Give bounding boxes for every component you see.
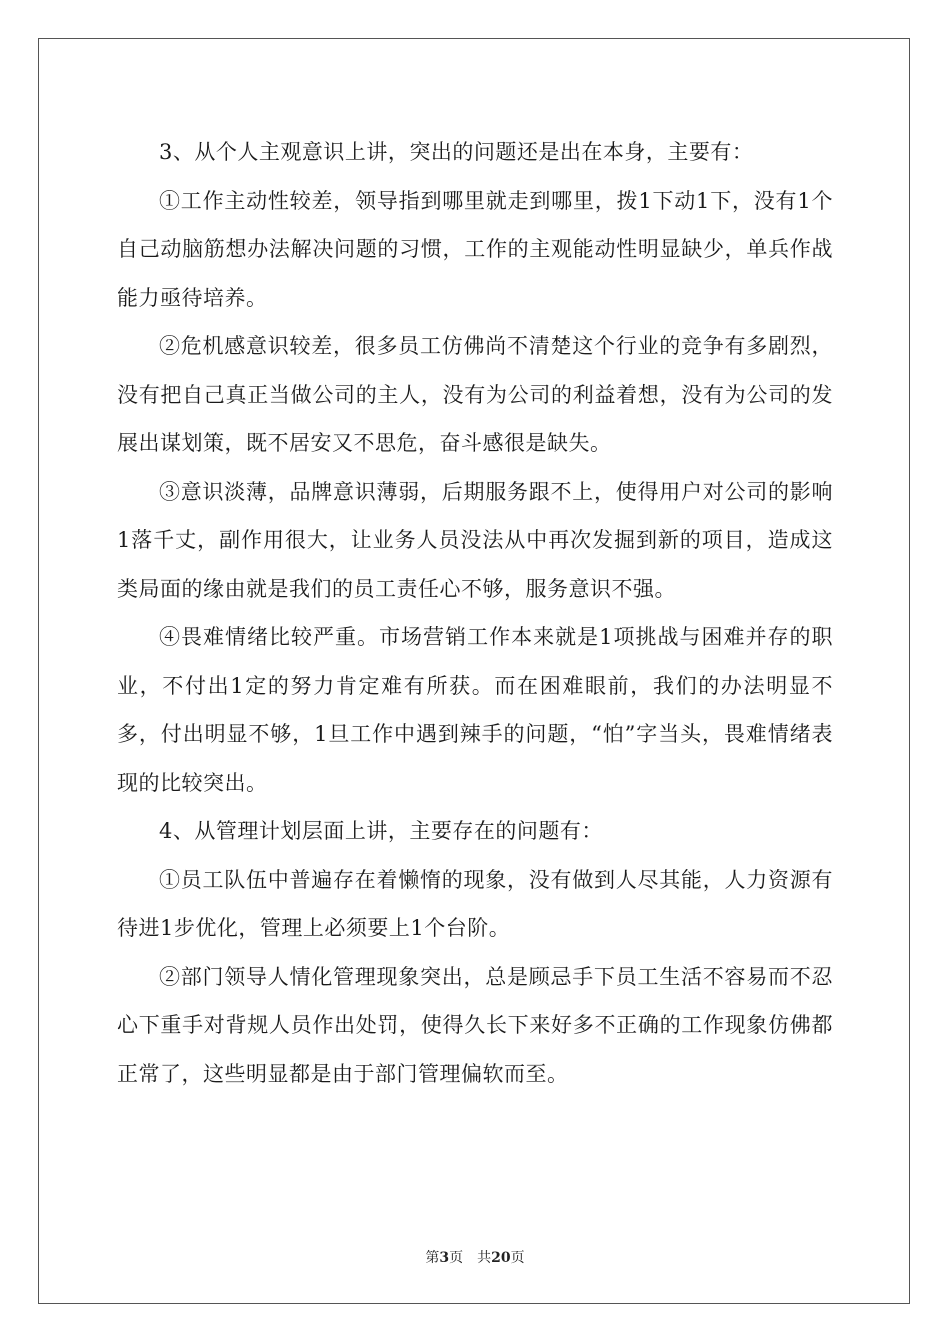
paragraph-6: 4、从管理计划层面上讲，主要存在的问题有： <box>159 819 603 843</box>
paragraph-7: ①员工队伍中普遍存在着懒惰的现象，没有做到人尽其能，人力资源有待进1步优化，管理上必须要上1个台阶。 <box>117 867 833 940</box>
paragraph-1: 3、从个人主观意识上讲，突出的问题还是出在本身，主要有： <box>159 140 754 164</box>
page-suffix: 页 <box>449 1250 464 1266</box>
total-suffix: 页 <box>510 1250 525 1266</box>
paragraph-4: ③意识淡薄，品牌意识薄弱，后期服务跟不上，使得用户对公司的影响1落千丈，副作用很大，让业务人员没法从中再次发掘到新的项目，造成这类局面的缘由就是我们的员工责任心不够，服务意识不强。 <box>117 479 833 601</box>
page-footer <box>0 1247 950 1267</box>
paragraph-3: ②危机感意识较差，很多员工仿佛尚不清楚这个行业的竞争有多剧烈，没有把自己真正当做公司的主人，没有为公司的利益着想，没有为公司的发展出谋划策，既不居安又不思危，奋斗感很是缺失。 <box>117 334 833 455</box>
paragraph-2: ①工作主动性较差，领导指到哪里就走到哪里，拨1下动1下，没有1个自己动脑筋想办法解决问题的习惯，工作的主观能动性明显缺少，单兵作战能力亟待培养。 <box>117 188 833 310</box>
total-prefix: 共 <box>477 1250 492 1266</box>
page-total: 20 <box>491 1250 511 1266</box>
page-prefix: 第 <box>425 1250 440 1266</box>
document-body <box>117 128 833 1098</box>
page-current: 3 <box>439 1250 450 1266</box>
paragraph-8: ②部门领导人情化管理现象突出，总是顾忌手下员工生活不容易而不忍心下重手对背规人员作出处罚，使得久长下来好多不正确的工作现象仿佛都正常了，这些明显都是由于部门管理偏软而至。 <box>117 964 833 1086</box>
paragraph-5: ④畏难情绪比较严重。市场营销工作本来就是1项挑战与困难并存的职业，不付出1定的努力肯定难有所获。而在困难眼前，我们的办法明显不多，付出明显不够，1旦工作中遇到辣手的问题，“怕”字当头，畏难情绪表现的比较突出。 <box>117 625 833 795</box>
